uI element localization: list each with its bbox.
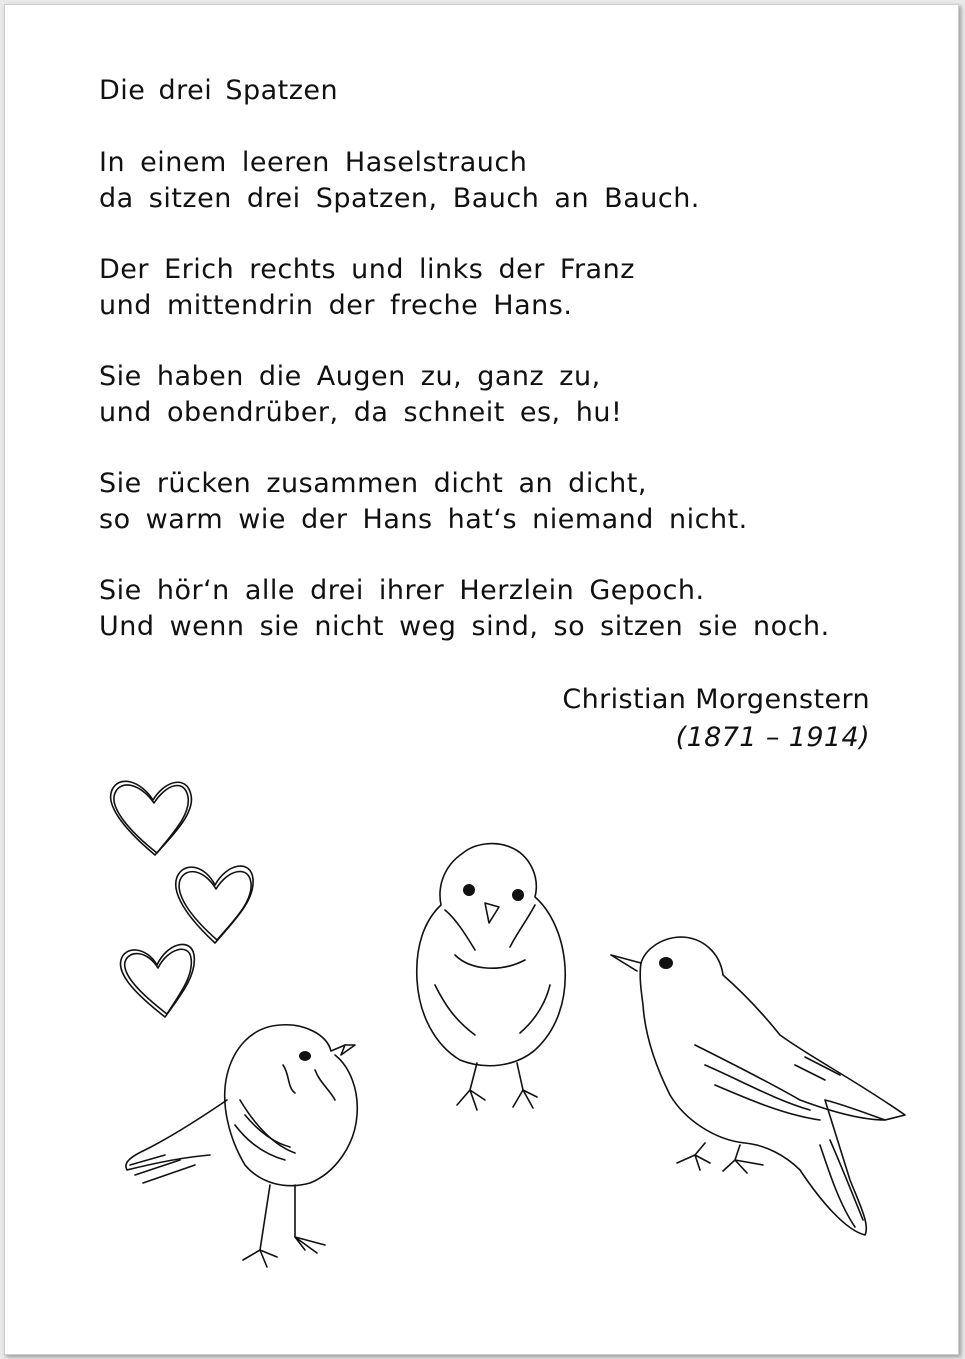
sparrow-illustration [417, 844, 566, 1110]
heart-icon [120, 944, 194, 1017]
poem-line: Sie haben die Augen zu, ganz zu, [99, 361, 601, 392]
heart-icon [176, 866, 253, 943]
poem-line: Sie hör‘n alle drei ihrer Herzlein Gepoch. [99, 575, 705, 606]
author-years: (1871 – 1914) [675, 722, 870, 753]
poem-title: Die drei Spatzen [99, 75, 339, 106]
poem-line: so warm wie der Hans hat‘s niemand nicht. [99, 504, 748, 535]
worksheet-page [4, 4, 959, 1355]
poem-line: und mittendrin der freche Hans. [99, 290, 573, 321]
robin-illustration [126, 1025, 357, 1267]
poem-line: Und wenn sie nicht weg sind, so sitzen sie noch. [99, 611, 830, 642]
songbird-illustration [611, 937, 905, 1235]
poem-line: Der Erich rechts und links der Franz [99, 254, 635, 285]
poem-line: da sitzen drei Spatzen, Bauch an Bauch. [99, 183, 700, 214]
poem-line: Sie rücken zusammen dicht an dicht, [99, 468, 647, 499]
illustration-layer [5, 5, 958, 1354]
poem-line: und obendrüber, da schneit es, hu! [99, 397, 623, 428]
poem-line: In einem leeren Haselstrauch [99, 147, 528, 178]
author-name: Christian Morgenstern [562, 684, 870, 715]
heart-icon [111, 781, 192, 855]
